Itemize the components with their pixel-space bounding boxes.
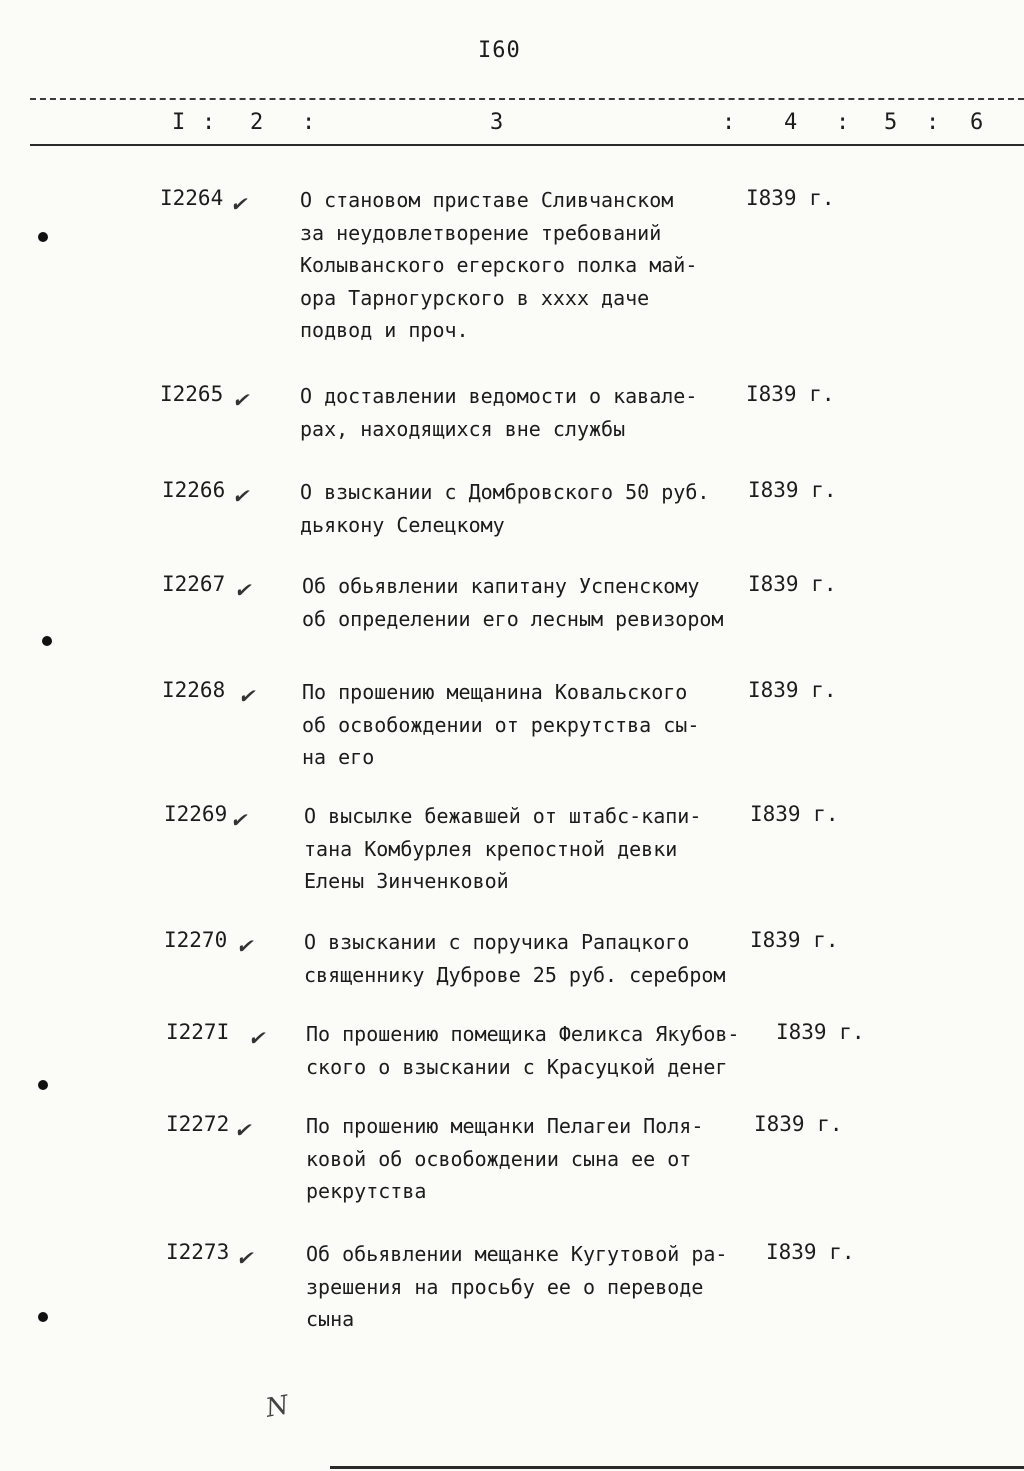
header-rule [30, 144, 1024, 146]
column-header: 3 [490, 110, 504, 135]
record-number: I2264 [160, 186, 224, 210]
record-year: I839 г. [750, 928, 839, 952]
check-mark-icon: ✔ [230, 192, 247, 216]
hole-punch-mark [38, 232, 48, 242]
column-header: 2 [250, 110, 264, 135]
record-description [300, 184, 697, 347]
record-year: I839 г. [746, 382, 835, 406]
description-line: об освобождении от рекрутства сы- [302, 712, 700, 737]
record-year: I839 г. [748, 478, 837, 502]
description-line: ковой об освобождении сына ее от [306, 1146, 692, 1171]
check-mark-icon: ✔ [234, 578, 251, 602]
hole-punch-mark [38, 1312, 48, 1322]
description-line: дьякону Селецкому [300, 512, 505, 537]
record-description [306, 1238, 727, 1336]
record-description [304, 800, 701, 898]
column-separator: : [722, 110, 736, 135]
check-mark-icon: ✔ [236, 1246, 253, 1270]
description-line: О высылке бежавшей от штабс-капи- [304, 804, 702, 828]
check-mark-icon: ✔ [232, 388, 249, 412]
record-number: I2267 [162, 572, 226, 596]
record-number: I227I [166, 1020, 230, 1044]
column-separator: : [836, 110, 850, 135]
record-year: I839 г. [766, 1240, 855, 1264]
description-line: Об обьявлении капитану Успенскому [302, 574, 700, 598]
record-year: I839 г. [746, 186, 835, 210]
record-number: I2270 [164, 928, 228, 952]
record-description [306, 1018, 739, 1083]
record-number: I2269 [164, 802, 228, 826]
description-line: рах, находящихся вне службы [300, 416, 626, 441]
column-header: 5 [884, 110, 898, 135]
check-mark-icon: ✔ [234, 1118, 251, 1142]
record-year: I839 г. [776, 1020, 865, 1044]
description-line: на его [302, 745, 375, 769]
record-description [300, 476, 709, 541]
description-line: О доставлении ведомости о кавале- [300, 384, 698, 408]
top-rule [30, 98, 1024, 100]
record-number: I2265 [160, 382, 224, 406]
check-mark-icon: ✔ [238, 684, 255, 708]
description-line: зрешения на просьбу ее о переводе [306, 1274, 704, 1299]
description-line: сына [306, 1307, 355, 1331]
record-description [302, 570, 723, 635]
handwritten-mark: N [263, 1390, 292, 1424]
description-line: тана Комбурлея крепостной девки [304, 836, 678, 861]
description-line: Об обьявлении мещанке Кугутовой ра- [306, 1242, 728, 1266]
bottom-rule [330, 1466, 1024, 1469]
record-description [304, 926, 725, 991]
record-year: I839 г. [750, 802, 839, 826]
description-line: О взыскании с поручика Рапацкого [304, 930, 690, 954]
record-description [300, 380, 697, 445]
description-line: об определении его лесным ревизором [302, 606, 724, 631]
column-header: I [172, 110, 186, 135]
description-line: По прошению помещика Феликса Якубов- [306, 1022, 740, 1046]
description-line: О взыскании с Домбровского 50 руб. [300, 480, 710, 504]
description-line: Елены Зинченковой [304, 869, 509, 893]
record-number: I2272 [166, 1112, 230, 1136]
column-header: 6 [970, 110, 984, 135]
description-line: Колыванского егерского полка май- [300, 253, 698, 277]
record-description [306, 1110, 703, 1208]
column-header: 4 [784, 110, 798, 135]
page-number: I60 [478, 38, 521, 63]
record-year: I839 г. [748, 678, 837, 702]
record-number: I2266 [162, 478, 226, 502]
column-separator: : [302, 110, 316, 135]
check-mark-icon: ✔ [230, 808, 247, 832]
check-mark-icon: ✔ [236, 934, 253, 958]
record-year: I839 г. [754, 1112, 843, 1136]
description-line: рекрутства [306, 1179, 427, 1203]
record-number: I2273 [166, 1240, 230, 1264]
description-line: По прошению мещанки Пелагеи Поля- [306, 1114, 704, 1138]
record-year: I839 г. [748, 572, 837, 596]
description-line: О становом приставе Сливчанском [300, 188, 674, 212]
column-separator: : [926, 110, 940, 135]
column-separator: : [202, 110, 216, 135]
check-mark-icon: ✔ [248, 1026, 265, 1050]
record-description [302, 676, 699, 774]
description-line: священнику Дуброве 25 руб. серебром [304, 962, 726, 987]
description-line: за неудовлетворение требований [300, 220, 662, 245]
description-line: ора Тарногурского в xxxx даче [300, 285, 650, 310]
hole-punch-mark [42, 636, 52, 646]
description-line: По прошению мещанина Ковальского [302, 680, 688, 704]
hole-punch-mark [38, 1080, 48, 1090]
description-line: подвод и проч. [300, 318, 469, 342]
check-mark-icon: ✔ [232, 484, 249, 508]
description-line: ского о взыскании с Красуцкой денег [306, 1054, 728, 1079]
record-number: I2268 [162, 678, 226, 702]
